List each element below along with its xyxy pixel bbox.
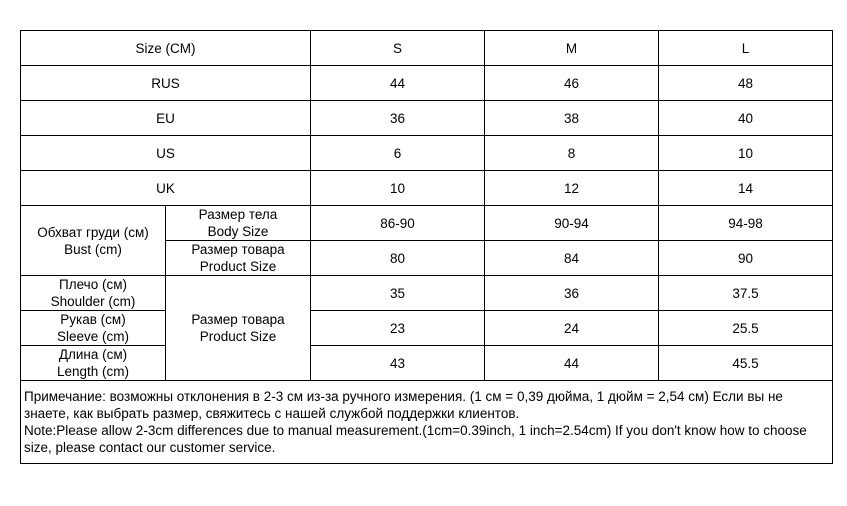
sleeve-label-ru: Рукав (см): [60, 312, 126, 327]
product-size-label-en: Product Size: [199, 329, 277, 344]
body-size-label-cell: [166, 206, 311, 241]
product-size-label-cell: [166, 276, 311, 381]
bust-product-size-label-cell: [166, 241, 311, 276]
table-cell: 24: [485, 311, 659, 346]
table-row: [21, 206, 833, 241]
table-cell: 86-90: [311, 206, 485, 241]
note-text-en: Note:Please allow 2-3cm differences due to manual measurement.(1cm=0.39inch, 1 inch=2.54cm) If you don't know how to choose size, please contact our customer service.: [24, 423, 807, 455]
table-cell: 35: [311, 276, 485, 311]
length-label-cell: [21, 346, 166, 381]
table-cell: 45.5: [659, 346, 833, 381]
size-s-header: S: [311, 31, 485, 66]
table-cell: 14: [659, 171, 833, 206]
row-label-us: US: [21, 136, 311, 171]
bust-label-cell: [21, 206, 166, 276]
row-label-eu: EU: [21, 101, 311, 136]
table-cell: 23: [311, 311, 485, 346]
size-header-cell: Size (CM): [21, 31, 311, 66]
table-row: [21, 346, 833, 381]
table-cell: 94-98: [659, 206, 833, 241]
shoulder-label-cell: [21, 276, 166, 311]
bust-label-ru: Обхват груди (см): [37, 224, 149, 240]
size-chart-table: [20, 30, 833, 464]
size-l-header: L: [659, 31, 833, 66]
table-cell: 12: [485, 171, 659, 206]
table-cell: 90-94: [485, 206, 659, 241]
row-label-rus: RUS: [21, 66, 311, 101]
size-m-header: M: [485, 31, 659, 66]
bust-label-en: Bust (cm): [64, 241, 122, 257]
table-cell: 37.5: [659, 276, 833, 311]
table-cell: 44: [485, 346, 659, 381]
table-cell: 46: [485, 66, 659, 101]
table-cell: 8: [485, 136, 659, 171]
shoulder-label-en: Shoulder (cm): [50, 294, 136, 309]
length-label-ru: Длина (см): [58, 347, 128, 362]
table-cell: 90: [659, 241, 833, 276]
body-size-label-en: Body Size: [207, 224, 269, 239]
table-cell: 25.5: [659, 311, 833, 346]
table-row: [21, 311, 833, 346]
table-row: [21, 101, 833, 136]
table-cell: 36: [485, 276, 659, 311]
table-cell: 80: [311, 241, 485, 276]
table-row: [21, 276, 833, 311]
table-row: [21, 136, 833, 171]
shoulder-label-ru: Плечо (см): [59, 277, 127, 292]
length-label-en: Length (cm): [56, 364, 130, 379]
sleeve-label-en: Sleeve (cm): [56, 329, 129, 344]
table-row: [21, 171, 833, 206]
table-cell: 36: [311, 101, 485, 136]
table-cell: 6: [311, 136, 485, 171]
header-row: [21, 31, 833, 66]
product-size-label-ru: Размер товара: [191, 312, 285, 327]
table-cell: 44: [311, 66, 485, 101]
table-row: [21, 66, 833, 101]
body-size-label-ru: Размер тела: [198, 207, 278, 222]
note-text-ru: Примечание: возможны отклонения в 2-3 см из-за ручного измерения. (1 см = 0,39 дюйма, 1 дюйм = 2,54 см) Если вы не знаете, как выбрать размер, свяжитесь с нашей службой поддержки клиентов.: [24, 389, 783, 421]
sleeve-label-cell: [21, 311, 166, 346]
table-cell: 10: [311, 171, 485, 206]
table-cell: 84: [485, 241, 659, 276]
note-cell: [21, 381, 833, 464]
table-cell: 10: [659, 136, 833, 171]
bust-product-size-label-en: Product Size: [199, 259, 277, 274]
note-row: [21, 381, 833, 464]
row-label-uk: UK: [21, 171, 311, 206]
table-cell: 40: [659, 101, 833, 136]
table-cell: 48: [659, 66, 833, 101]
table-cell: 38: [485, 101, 659, 136]
bust-product-size-label-ru: Размер товара: [191, 242, 285, 257]
table-cell: 43: [311, 346, 485, 381]
